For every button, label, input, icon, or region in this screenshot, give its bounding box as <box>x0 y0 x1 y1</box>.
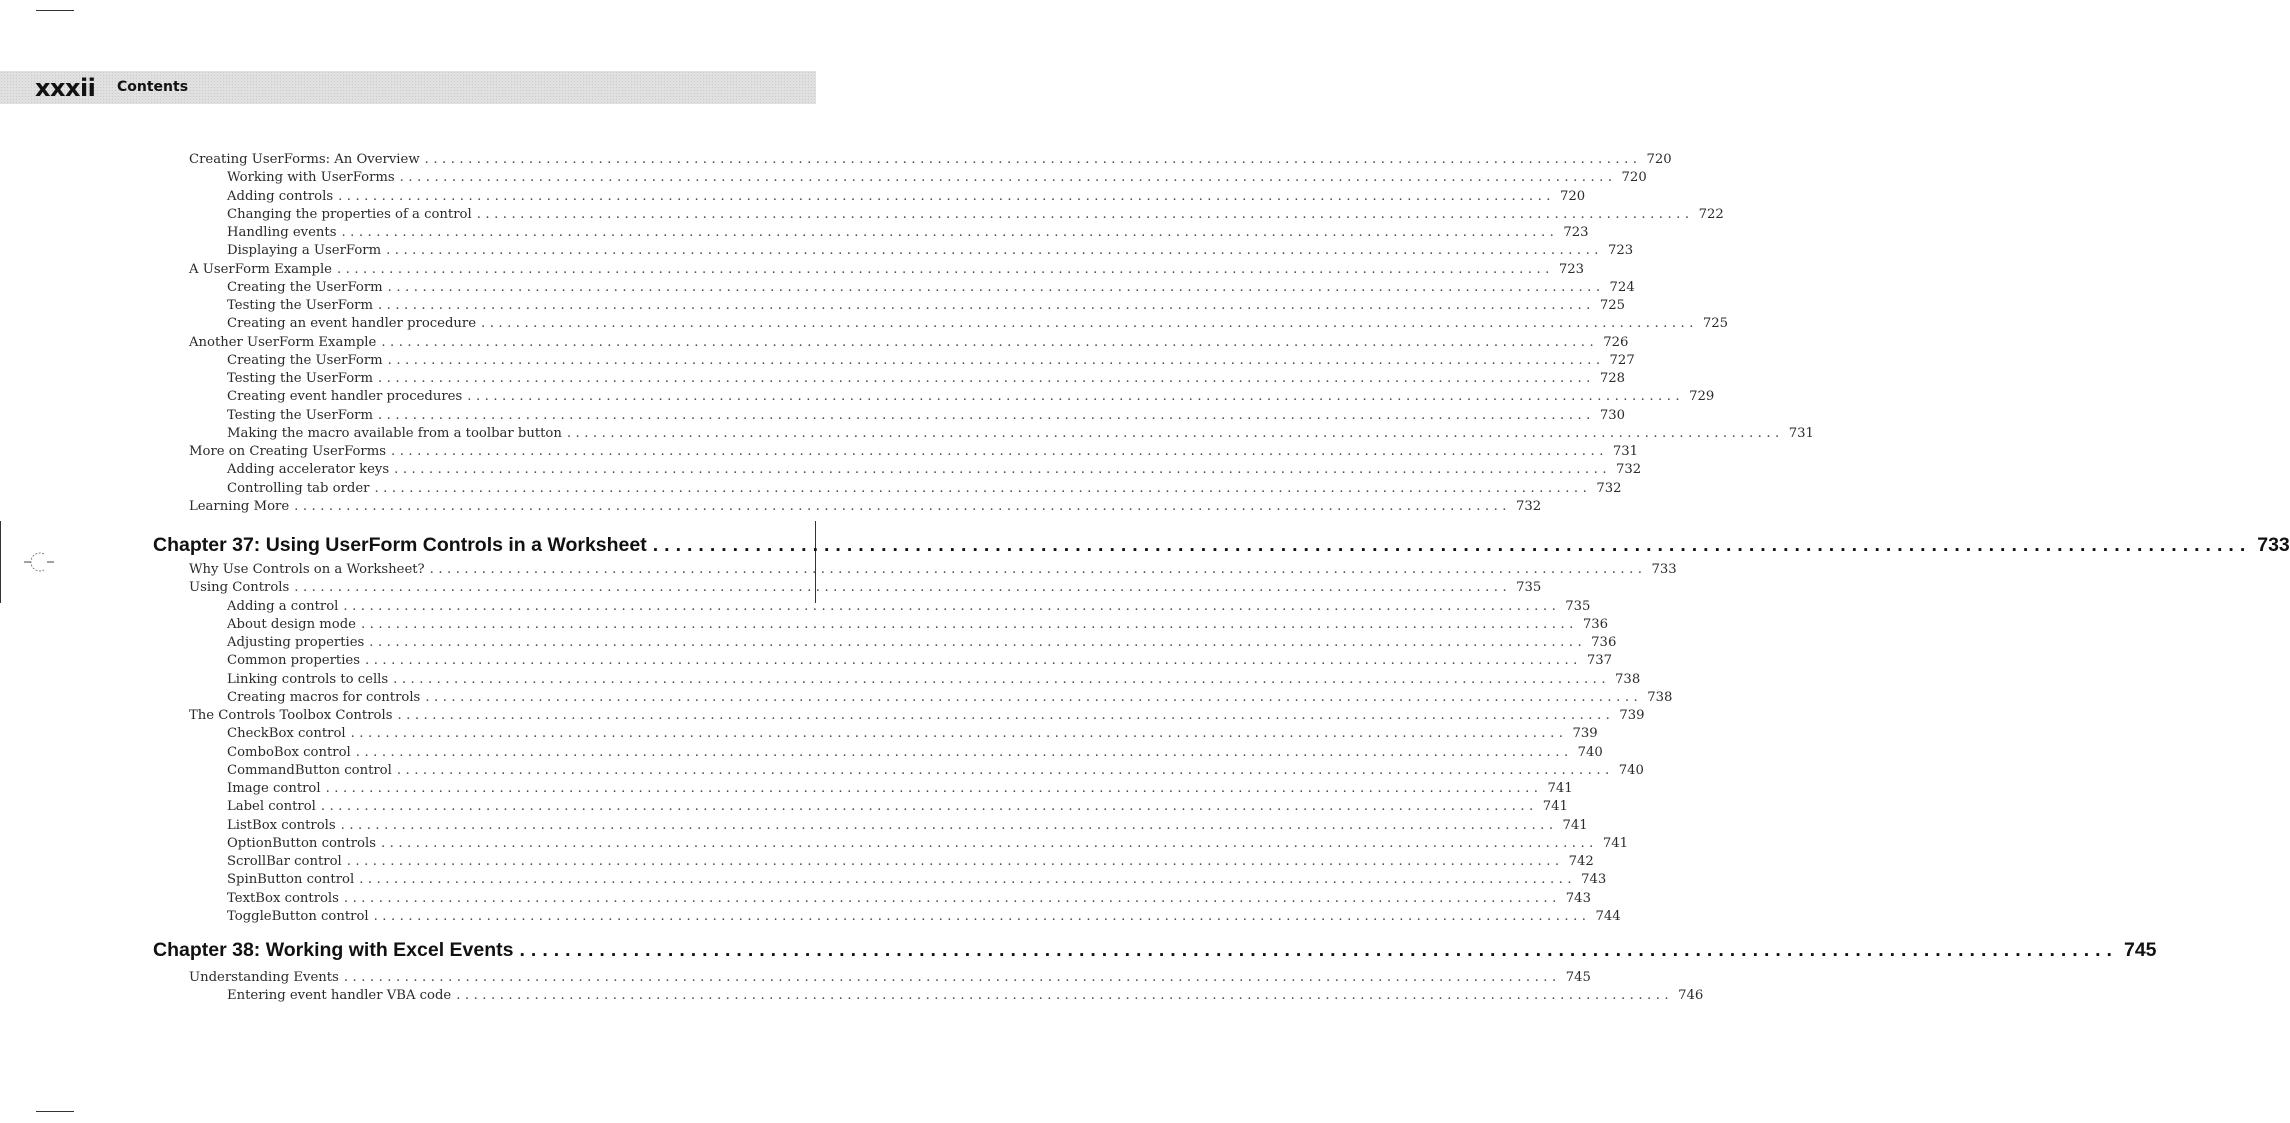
toc-entry-subsection <box>227 817 1588 835</box>
dot-leader: ............................................................................................................................................ <box>294 580 1512 596</box>
chapter-title: Chapter 37: Using UserForm Controls in a Worksheet <box>153 534 647 556</box>
toc-entry-title: SpinButton control <box>227 872 355 888</box>
toc-entry-page: 736 <box>1582 616 1608 632</box>
toc-entry-title: Changing the properties of a control <box>227 206 472 222</box>
toc-entry-page: 730 <box>1599 407 1625 423</box>
toc-entry-section <box>189 579 1542 597</box>
toc-entry-page: 736 <box>1591 635 1617 650</box>
toc-entry-subsection <box>227 871 1607 889</box>
chapter-page: 745 <box>2123 939 2157 961</box>
toc-entry-page: 723 <box>1563 225 1589 240</box>
toc-entry-title: About design mode <box>227 616 356 632</box>
crop-mark-left-edge <box>0 521 1 603</box>
toc-entry-title: Using Controls <box>189 580 290 596</box>
toc-entry-page: 737 <box>1586 653 1613 669</box>
dot-leader: ............................................................................................................................................ <box>369 635 1587 650</box>
toc-entry-subsection <box>227 762 1644 780</box>
toc-entry-page: 733 <box>1651 562 1677 577</box>
dot-leader: ............................................................................................................................................ <box>294 498 1511 514</box>
dot-leader: ............................................................................................................................................ <box>377 298 1595 313</box>
dot-leader: ............................................................................................................................................ <box>386 243 1603 259</box>
dot-leader: ............................................................................................................................................ <box>377 371 1595 386</box>
dot-leader: ............................................................................................................................................ <box>336 261 1554 277</box>
dot-leader: ............................................................................................................................................ <box>341 225 1559 240</box>
toc-entry-section <box>189 969 1591 987</box>
dot-leader: ............................................................................................................................................ <box>343 890 1561 906</box>
toc-entry-subsection <box>227 315 1729 333</box>
toc-entry-title: Adding accelerator keys <box>227 462 390 478</box>
toc-entry-title: Creating the UserForm <box>227 352 383 368</box>
toc-entry-section <box>189 443 1639 461</box>
toc-entry-subsection <box>227 780 1573 798</box>
toc-entry-subsection <box>227 370 1625 388</box>
toc-entry-subsection <box>227 908 1621 926</box>
toc-entry-page: 739 <box>1619 708 1645 723</box>
toc-entry-page: 732 <box>1516 498 1542 514</box>
toc-entry-section <box>189 498 1542 516</box>
toc-entry-page: 723 <box>1558 261 1585 277</box>
toc-entry-page: 725 <box>1702 316 1729 332</box>
toc-entry-title: A UserForm Example <box>189 261 332 277</box>
toc-entry-page: 741 <box>1602 835 1629 851</box>
toc-entry-title: Creating event handler procedures <box>227 389 463 405</box>
toc-entry-title: Working with UserForms <box>227 170 395 186</box>
toc-entry-section <box>189 707 1645 725</box>
dot-leader: ............................................................................................................................................ <box>377 407 1595 423</box>
toc-entry-subsection <box>227 652 1613 670</box>
toc-entry-subsection <box>227 725 1598 743</box>
toc-entry-title: Common properties <box>227 653 360 669</box>
toc-entry-subsection <box>227 689 1673 707</box>
toc-entry-subsection <box>227 987 1704 1005</box>
toc-entry-subsection <box>227 297 1625 315</box>
dot-leader: ............................................................................................................................................ <box>387 352 1605 368</box>
toc-entry-title: The Controls Toolbox Controls <box>189 708 393 723</box>
toc-entry-title: Creating macros for controls <box>227 689 421 705</box>
toc-entry-page: 740 <box>1618 762 1644 778</box>
toc-entry-subsection <box>227 890 1591 908</box>
toc-entry-subsection <box>227 853 1594 871</box>
toc-entry-page: 726 <box>1603 334 1629 350</box>
toc-entry-title: Entering event handler VBA code <box>227 988 452 1004</box>
dot-leader: ............................................................................................................................................ <box>365 653 1582 669</box>
dot-leader: ............................................................................................................................................ <box>566 425 1784 441</box>
chapter-title: Chapter 38: Working with Excel Events <box>153 939 514 961</box>
dot-leader: ............................................................................................................................................ <box>359 872 1577 888</box>
toc-entry-subsection <box>227 425 1814 443</box>
dot-leader: ............................................................................................................................................ <box>340 817 1558 833</box>
toc-entry-title: Testing the UserForm <box>227 298 373 313</box>
toc-chapter-heading <box>153 937 2157 963</box>
toc-entry-page: 732 <box>1596 480 1622 496</box>
toc-entry-title: OptionButton controls <box>227 835 376 851</box>
toc-entry-section <box>189 561 1677 579</box>
running-head: Contents <box>117 79 189 95</box>
toc-entry-page: 739 <box>1572 726 1598 742</box>
dot-leader: ............................................................................................................................................ <box>374 480 1592 496</box>
toc-entry-subsection <box>227 224 1589 242</box>
toc-entry-title: Understanding Events <box>189 970 339 985</box>
toc-entry-subsection <box>227 206 1724 224</box>
dot-leader: ............................................................................................................................................ <box>425 689 1643 705</box>
toc-entry-title: Creating an event handler procedure <box>227 316 477 332</box>
toc-entry-page: 731 <box>1612 444 1639 459</box>
toc-entry-title: ComboBox control <box>227 744 351 760</box>
toc-entry-subsection <box>227 744 1603 762</box>
dot-leader: ............................................................................................................................................ <box>338 188 1555 204</box>
dot-leader: ............................................................................................................................................ <box>467 389 1685 405</box>
toc-entry-subsection <box>227 407 1625 425</box>
toc-entry-title: Creating the UserForm <box>227 279 383 295</box>
toc-entry-page: 738 <box>1647 689 1673 705</box>
dot-leader: ............................................................................................................................................ <box>380 835 1598 851</box>
crop-mark-top-left <box>36 10 74 11</box>
toc-entry-subsection <box>227 242 1634 260</box>
toc-entry-subsection <box>227 352 1635 370</box>
dot-leader: ............................................................................................................................................ <box>343 970 1561 985</box>
toc-entry-section <box>189 261 1585 279</box>
toc-entry-page: 742 <box>1568 854 1594 869</box>
toc-entry-subsection <box>227 480 1622 498</box>
toc-entry-subsection <box>227 798 1568 816</box>
crop-mark-bottom-left <box>36 1111 74 1112</box>
toc-entry-title: ListBox controls <box>227 817 336 833</box>
dot-leader: ............................................................................................................................................ <box>399 170 1617 186</box>
toc-entry-subsection <box>227 188 1586 206</box>
toc-entry-page: 720 <box>1559 188 1586 204</box>
toc-entry-title: Testing the UserForm <box>227 371 373 386</box>
dot-leader: ............................................................................................................................................ <box>393 671 1611 687</box>
toc-entry-title: TextBox controls <box>227 890 339 906</box>
toc-entry-title: Adding a control <box>227 598 339 614</box>
dot-leader: ............................................................................................................................................ <box>394 462 1612 478</box>
toc-entry-page: 741 <box>1542 799 1568 815</box>
toc-entry-title: Linking controls to cells <box>227 671 389 687</box>
toc-entry-page: 743 <box>1581 872 1607 888</box>
toc-entry-subsection <box>227 835 1629 853</box>
dot-leader: ............................................................................................................................................ <box>396 762 1614 778</box>
dot-leader: ............................................................................................................................................ <box>320 799 1538 815</box>
toc-entry-title: Displaying a UserForm <box>227 243 382 259</box>
toc-entry-title: ScrollBar control <box>227 854 342 869</box>
page-number: xxxii <box>35 74 96 102</box>
chapter-page: 733 <box>2257 534 2290 556</box>
toc-entry-title: Creating UserForms: An Overview <box>189 152 420 167</box>
toc-entry-subsection <box>227 461 1642 479</box>
dot-leader: ............................................................................................................................................ <box>519 939 2118 961</box>
toc-entry-page: 735 <box>1565 598 1591 614</box>
toc-entry-subsection <box>227 671 1641 689</box>
toc-entry-page: 741 <box>1547 781 1573 796</box>
dot-leader: ............................................................................................................................................ <box>355 744 1573 760</box>
toc-entry-title: Why Use Controls on a Worksheet? <box>189 562 425 577</box>
toc-entry-subsection <box>227 279 1635 297</box>
toc-entry-subsection <box>227 388 1715 406</box>
toc-entry-title: More on Creating UserForms <box>189 444 387 459</box>
dot-leader: ............................................................................................................................................ <box>346 854 1564 869</box>
dot-leader: ............................................................................................................................................ <box>350 726 1568 742</box>
toc-entry-page: 724 <box>1609 279 1635 295</box>
toc-entry-page: 745 <box>1565 970 1591 985</box>
toc-entry-page: 731 <box>1788 425 1814 441</box>
toc-entry-title: Another UserForm Example <box>189 334 377 350</box>
toc-entry-page: 729 <box>1689 389 1715 405</box>
toc-entry-title: Adjusting properties <box>227 635 365 650</box>
toc-entry-title: Learning More <box>189 498 290 514</box>
toc-entry-page: 743 <box>1565 890 1591 906</box>
toc-entry-page: 746 <box>1678 988 1704 1004</box>
dot-leader: ............................................................................................................................................ <box>424 152 1642 167</box>
dot-leader: ............................................................................................................................................ <box>387 279 1605 295</box>
toc-entry-subsection <box>227 634 1617 652</box>
registration-mark-icon <box>24 547 54 577</box>
toc-entry-title: Image control <box>227 781 321 796</box>
toc-entry-title: Testing the UserForm <box>227 407 373 423</box>
toc-entry-page: 744 <box>1595 908 1621 924</box>
toc-entry-title: Controlling tab order <box>227 480 370 496</box>
dot-leader: ............................................................................................................................................ <box>343 598 1561 614</box>
dot-leader: ............................................................................................................................................ <box>373 908 1591 924</box>
toc-entry-page: 727 <box>1609 352 1635 368</box>
toc-entry-page: 741 <box>1562 817 1588 833</box>
toc-entry-title: Handling events <box>227 225 337 240</box>
dot-leader: ............................................................................................................................................ <box>391 444 1608 459</box>
toc-entry-page: 735 <box>1516 580 1542 596</box>
toc-entry-subsection <box>227 598 1591 616</box>
toc-entry-page: 738 <box>1615 671 1641 687</box>
toc-entry-page: 740 <box>1577 744 1603 760</box>
dot-leader: ............................................................................................................................................ <box>476 206 1694 222</box>
dot-leader: ............................................................................................................................................ <box>429 562 1647 577</box>
toc-chapter-heading <box>153 532 2290 558</box>
toc-entry-title: CommandButton control <box>227 762 392 778</box>
toc-entry-page: 723 <box>1607 243 1634 259</box>
toc-entry-page: 732 <box>1616 462 1642 478</box>
toc-entry-page: 722 <box>1698 206 1724 222</box>
toc-entry-title: CheckBox control <box>227 726 346 742</box>
dot-leader: ............................................................................................................................................ <box>456 988 1674 1004</box>
dot-leader: ............................................................................................................................................ <box>481 316 1698 332</box>
toc-entry-page: 728 <box>1599 371 1625 386</box>
toc-entry-title: ToggleButton control <box>227 908 369 924</box>
toc-entry-section <box>189 151 1672 169</box>
dot-leader: ............................................................................................................................................ <box>652 534 2252 556</box>
toc-entry-page: 720 <box>1621 170 1647 186</box>
dot-leader: ............................................................................................................................................ <box>381 334 1599 350</box>
toc-entry-page: 720 <box>1646 152 1672 167</box>
toc-entry-subsection <box>227 169 1647 187</box>
toc-entry-page: 725 <box>1599 298 1625 313</box>
toc-entry-subsection <box>227 616 1608 634</box>
dot-leader: ............................................................................................................................................ <box>397 708 1615 723</box>
toc-entry-title: Adding controls <box>227 188 334 204</box>
toc-entry-title: Making the macro available from a toolbar button <box>227 425 562 441</box>
dot-leader: ............................................................................................................................................ <box>325 781 1543 796</box>
toc-entry-section <box>189 334 1629 352</box>
dot-leader: ............................................................................................................................................ <box>360 616 1578 632</box>
toc-entry-title: Label control <box>227 799 316 815</box>
